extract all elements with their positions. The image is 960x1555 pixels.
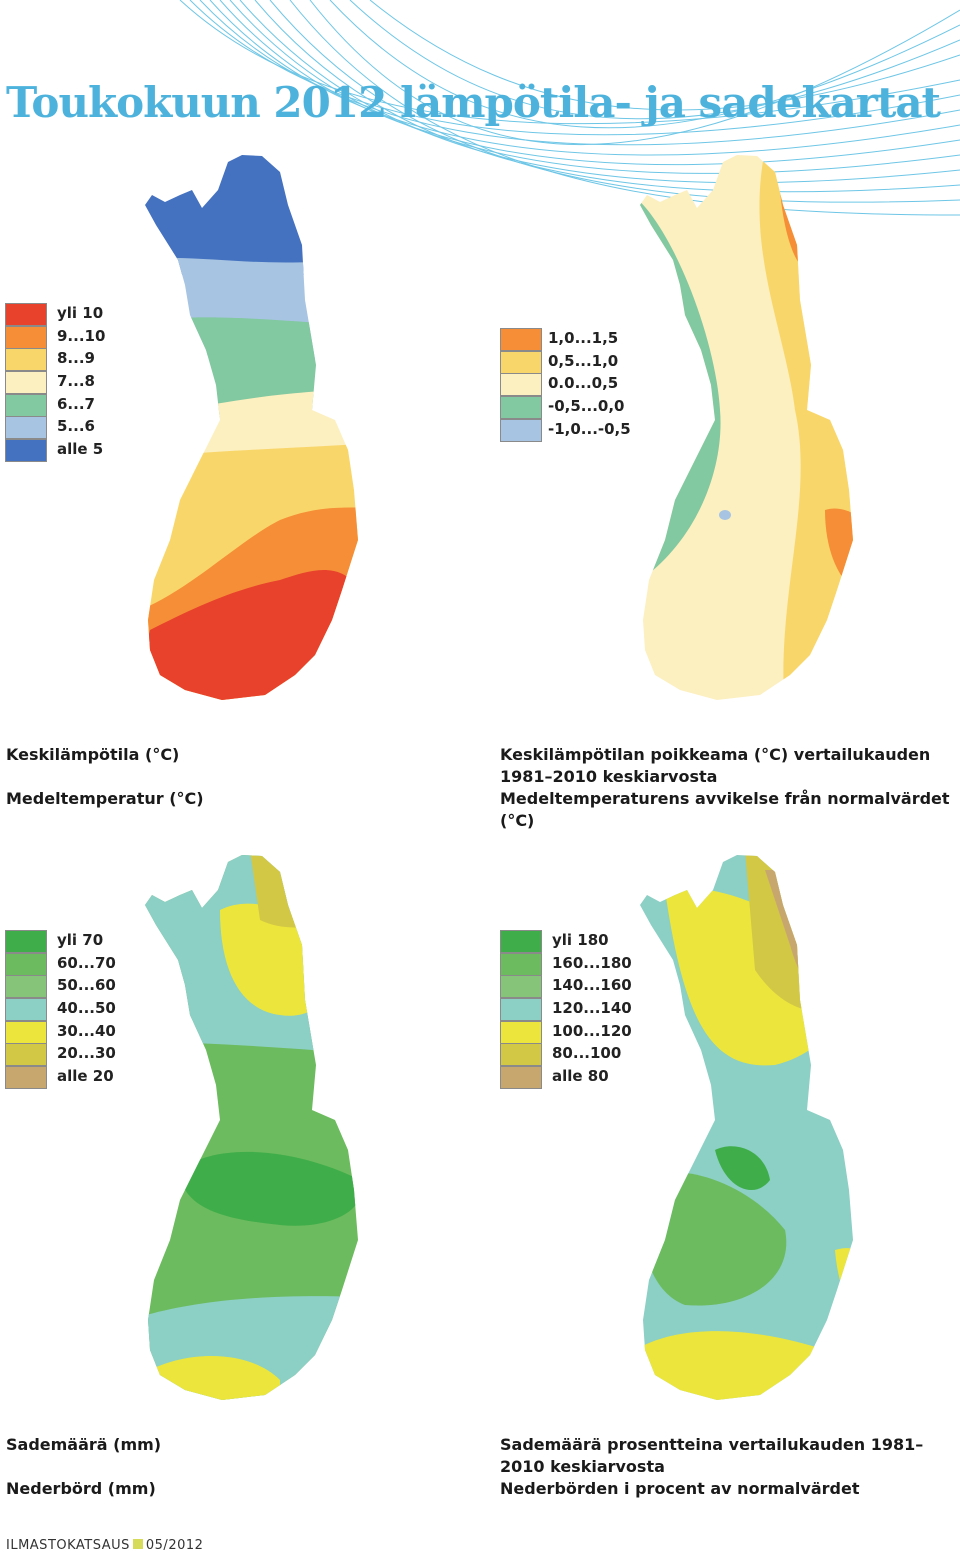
zone-neg1.0-neg0.5 — [719, 510, 731, 520]
legend-label: alle 20 — [57, 1067, 114, 1086]
legend-swatch — [5, 394, 47, 417]
legend-swatch — [5, 348, 47, 371]
legend-label: 9...10 — [57, 326, 106, 345]
legend-swatch — [500, 930, 542, 953]
legend-swatch — [5, 975, 47, 998]
temperature-anomaly-map — [625, 150, 915, 710]
caption-sv: Medeltemperatur (°C) — [6, 789, 204, 808]
legend-swatch — [5, 439, 47, 462]
legend-swatch — [500, 373, 542, 396]
legend-label: 30...40 — [57, 1021, 116, 1040]
legend-label: 20...30 — [57, 1044, 116, 1063]
legend-label: 6...7 — [57, 394, 95, 413]
legend-label: 7...8 — [57, 372, 95, 391]
legend-label: 80...100 — [552, 1044, 622, 1063]
caption-fi: Keskilämpötilan poikkeama (°C) vertailukauden 1981–2010 keskiarvosta — [500, 745, 931, 786]
legend-label: yli 70 — [57, 931, 104, 949]
legend-label: 1,0...1,5 — [548, 329, 619, 347]
legend-swatch — [5, 1043, 47, 1066]
legend-label: -0,5...0,0 — [548, 397, 625, 416]
legend-label: 100...120 — [552, 1021, 632, 1040]
caption-sv: Nederbörd (mm) — [6, 1479, 156, 1498]
zone-100-120-east — [835, 1248, 887, 1322]
legend-label: yli 180 — [552, 931, 609, 949]
zone-40-50-south — [130, 1296, 420, 1410]
temperature-map — [130, 150, 420, 710]
legend-swatch — [5, 1066, 47, 1089]
legend-swatch — [500, 1043, 542, 1066]
caption-fi: Keskilämpötila (°C) — [6, 745, 180, 764]
legend-swatch — [500, 1066, 542, 1089]
legend-label: 8...9 — [57, 349, 95, 368]
legend-label: yli 10 — [57, 304, 104, 322]
legend-swatch — [5, 326, 47, 349]
caption-fi: Sademäärä (mm) — [6, 1435, 162, 1454]
legend-label: -1,0...-0,5 — [548, 419, 631, 438]
caption-temperature-anomaly — [500, 744, 955, 832]
legend-label: 60...70 — [57, 953, 116, 972]
legend-label: 5...6 — [57, 417, 95, 436]
legend-label: alle 80 — [552, 1067, 609, 1086]
legend-swatch — [5, 998, 47, 1021]
caption-fi: Sademäärä prosentteina vertailukauden 1981–2010 keskiarvosta — [500, 1435, 924, 1476]
footer-issue: 05/2012 — [145, 1538, 204, 1553]
legend-swatch — [500, 396, 542, 419]
legend-swatch — [500, 1021, 542, 1044]
legend-label: alle 5 — [57, 440, 104, 459]
caption-sv: Nederbörden i procent av normalvärdet — [500, 1479, 860, 1498]
legend-swatch — [5, 416, 47, 439]
page-title: Toukokuun 2012 lämpötila- ja sadekartat — [6, 78, 940, 127]
legend-label: 50...60 — [57, 976, 116, 995]
legend-label: 140...160 — [552, 976, 632, 995]
legend-swatch — [5, 930, 47, 953]
precipitation-map — [130, 840, 420, 1420]
zone-100-120-south — [625, 1331, 915, 1410]
footer — [6, 1538, 203, 1553]
caption-precipitation — [6, 1434, 446, 1500]
legend-swatch — [5, 953, 47, 976]
caption-sv: Medeltemperaturens avvikelse från normalvärdet (°C) — [500, 789, 950, 830]
legend-swatch — [500, 975, 542, 998]
legend-swatch — [500, 351, 542, 374]
legend-swatch — [500, 419, 542, 442]
legend-swatch — [5, 303, 47, 326]
legend-swatch — [5, 371, 47, 394]
zone-20-30 — [250, 850, 330, 928]
caption-temperature — [6, 744, 446, 810]
legend-label: 40...50 — [57, 999, 116, 1018]
footer-publication: ILMASTOKATSAUS — [6, 1538, 130, 1553]
legend-label: 160...180 — [552, 953, 632, 972]
precipitation-percent-map — [625, 840, 915, 1420]
legend-swatch — [5, 1021, 47, 1044]
footer-square-icon — [133, 1539, 143, 1549]
legend-swatch — [500, 328, 542, 351]
legend-label: 0.0...0,5 — [548, 374, 619, 393]
zone-alle5 — [130, 150, 420, 275]
legend-label: 0,5...1,0 — [548, 351, 619, 370]
legend-label: 120...140 — [552, 999, 632, 1018]
caption-precipitation-percent — [500, 1434, 955, 1500]
legend-swatch — [500, 953, 542, 976]
legend-swatch — [500, 998, 542, 1021]
